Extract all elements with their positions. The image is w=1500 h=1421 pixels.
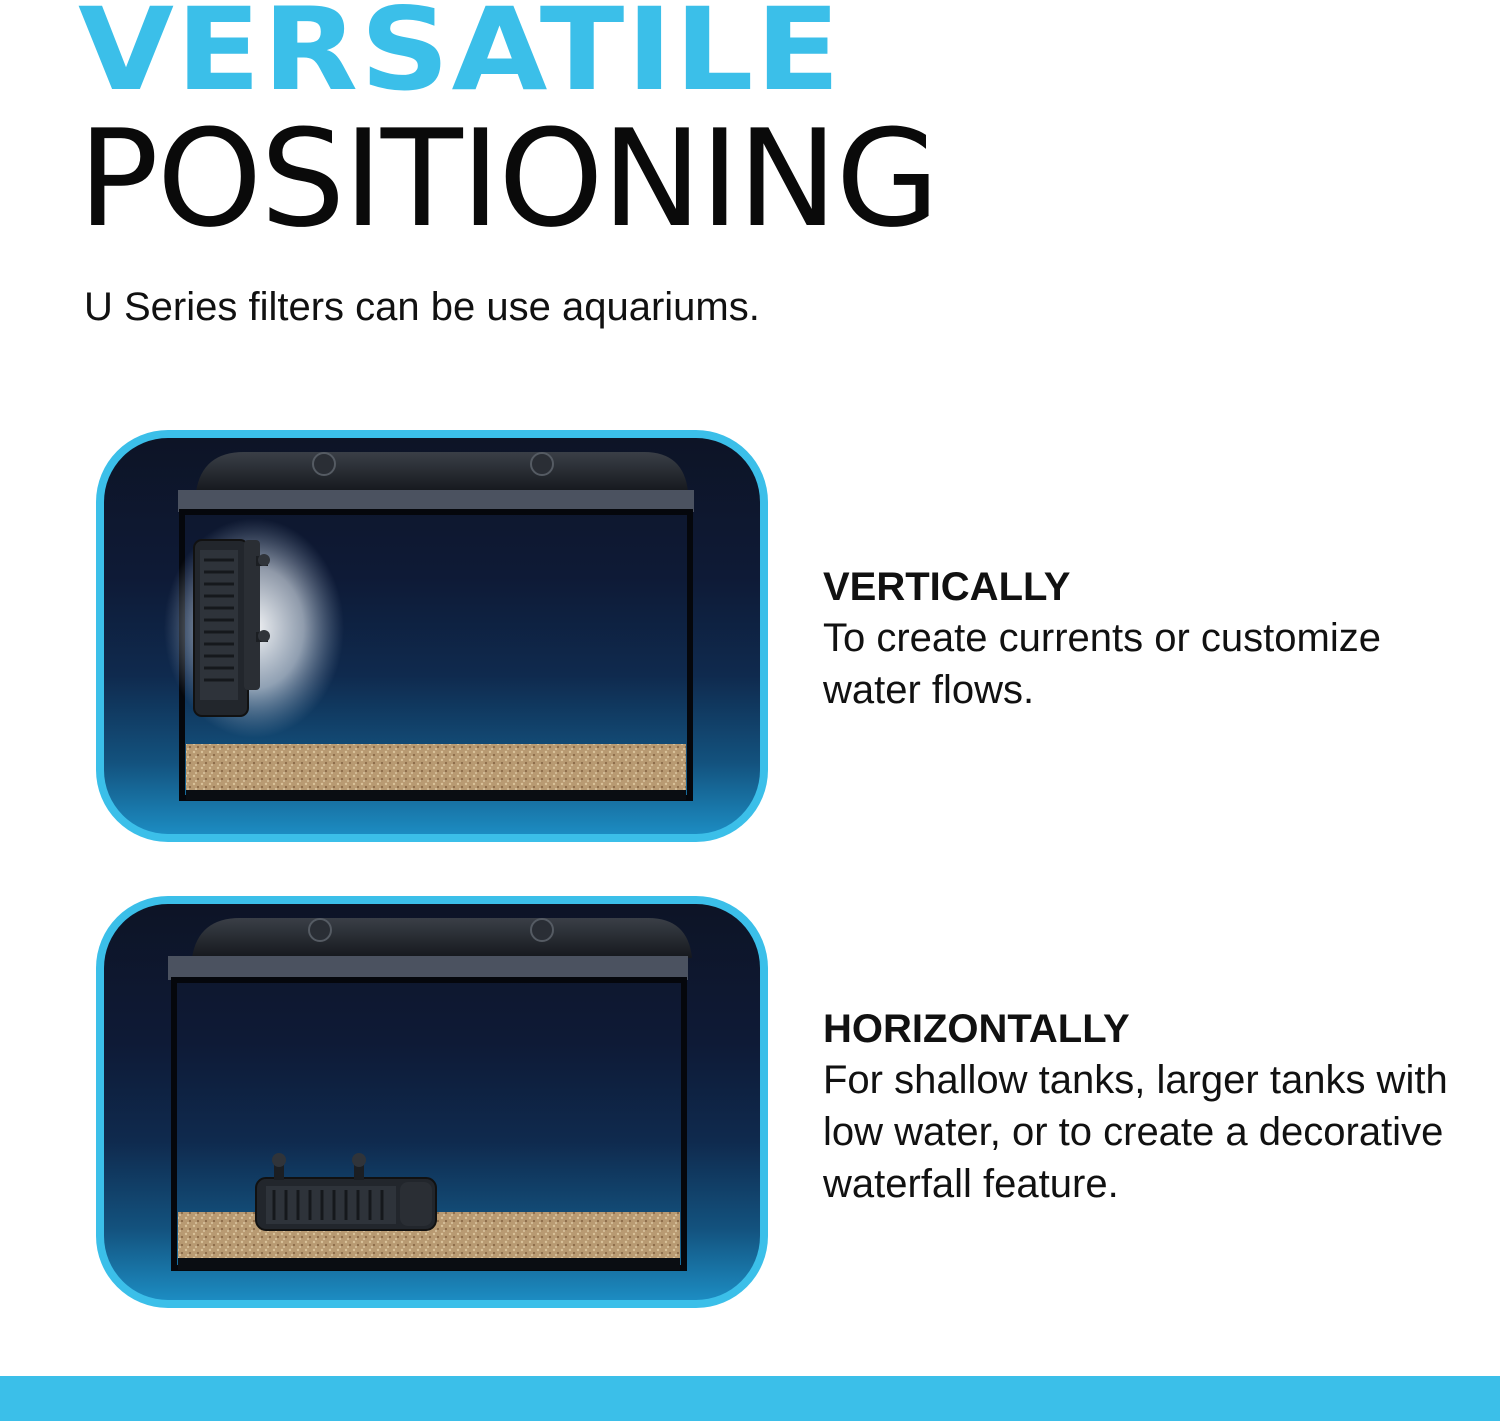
- heading-main: POSITIONING: [78, 101, 938, 257]
- feature-horizontally: [823, 1004, 1463, 1210]
- feature-description: To create currents or customize water flows.: [823, 616, 1381, 712]
- bottom-accent-bar: [0, 1376, 1500, 1421]
- horizontal-tank-panel: [96, 896, 768, 1308]
- vertical-tank-panel: [96, 430, 768, 842]
- feature-title: HORIZONTALLY: [823, 1007, 1130, 1051]
- heading-accent: VERSATILE: [78, 0, 843, 117]
- aquarium-tank-vertical-filter-icon: [104, 438, 760, 834]
- horizontal-tank-illustration: [104, 904, 760, 1300]
- feature-title: VERTICALLY: [823, 565, 1071, 609]
- feature-vertically: [823, 562, 1463, 716]
- feature-description: For shallow tanks, larger tanks with low water, or to create a decorative waterfall feature.: [823, 1058, 1448, 1206]
- subtitle: U Series filters can be use aquariums.: [84, 285, 760, 329]
- aquarium-tank-horizontal-filter-icon: [104, 904, 760, 1300]
- vertical-tank-illustration: [104, 438, 760, 834]
